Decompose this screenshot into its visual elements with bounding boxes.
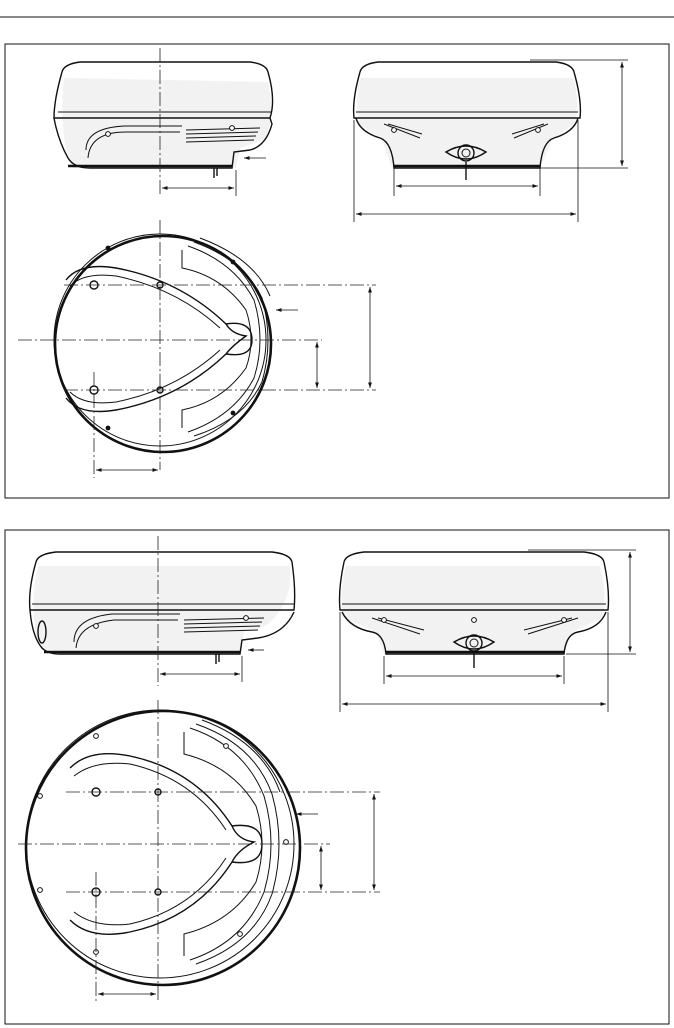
panel-2 [5, 530, 669, 1024]
panel-1-plan-view [18, 220, 376, 478]
panel-1 [5, 44, 669, 498]
panel-2-side-view [30, 536, 295, 686]
panel-2-plan-view [18, 700, 380, 1002]
panel-1-front-view [354, 60, 628, 222]
panel-1-side-view [54, 48, 273, 196]
panel-2-front-view [340, 550, 637, 712]
